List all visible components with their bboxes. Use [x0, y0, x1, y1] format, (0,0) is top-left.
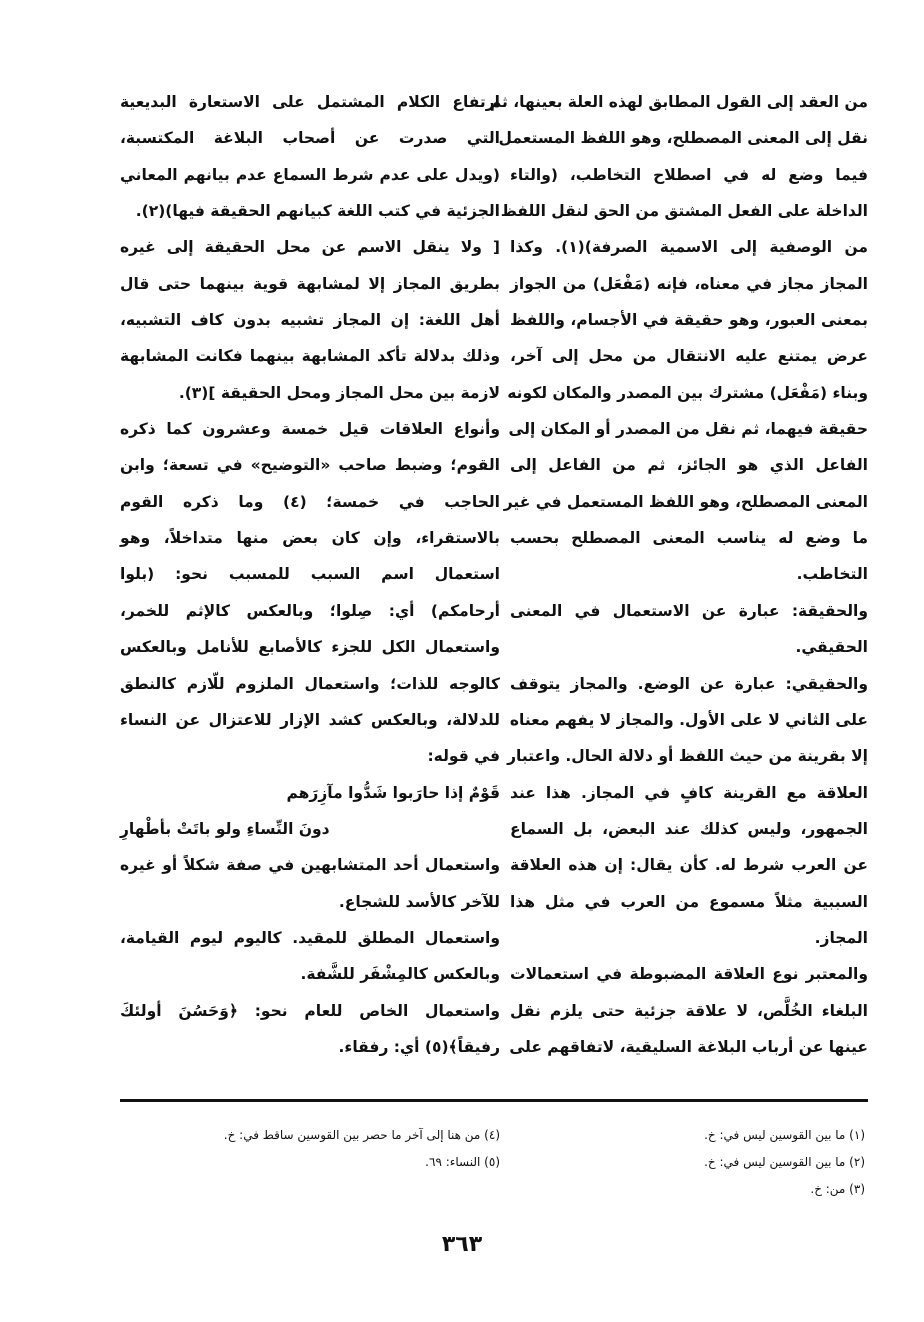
text-line: قَوْمٌ إذا حارَبوا شَدُّوا مآزِرَهم	[286, 783, 500, 802]
footnotes-left	[120, 1122, 500, 1176]
text-line: ما وضع له يناسب المعنى المصطلح بحسب	[510, 529, 868, 548]
footnote: (٤) من هنا إلى آخر ما حصر بين القوسين ساقط في: خ.	[223, 1128, 500, 1142]
text-line: بالاستقراء، وإن كان بعض منها متداخلاً، وهو	[120, 529, 500, 548]
text-line: نقل إلى المعنى المصطلح، وهو اللفظ المستعمل	[498, 129, 868, 148]
text-line: وبالعكس كالمِشْفَر للشَّفة.	[300, 965, 500, 984]
text-line: واستعمال أحد المتشابهين في صفة شكلاً أو غيره	[120, 856, 500, 875]
text-line: للآخر كالأسد للشجاع.	[338, 892, 500, 911]
text-line: القوم؛ وضبط صاحب «التوضيح» في تسعة؛ وابن	[120, 456, 500, 475]
text-line: بمعنى العبور، وهو حقيقة في الأجسام، واللفظ	[510, 311, 868, 330]
text-line: واستعمال المطلق للمقيد. كاليوم ليوم القيامة،	[120, 928, 500, 947]
text-line: العلاقة مع القرينة كافٍ في المجاز. هذا عند	[510, 783, 868, 802]
text-line: كالوجه للذات؛ واستعمال الملزوم للّازم كالنطق	[120, 674, 500, 693]
text-line: فيما وضع له في اصطلاح التخاطب، (والتاء	[510, 165, 868, 184]
text-line: بطريق المجاز إلا لمشابهة قوية بينهما حتى قال	[120, 274, 500, 293]
text-line: المعنى المصطلح، وهو اللفظ المستعمل في غير	[503, 492, 868, 511]
footnote: (٢) ما بين القوسين ليس في: خ.	[704, 1155, 865, 1169]
text-line: الجزئية في كتب اللغة كبيانهم الحقيقة فيها)(٢).	[135, 202, 500, 221]
text-line: للدلالة، وبالعكس كشد الإزار للاعتزال عن النساء	[120, 710, 500, 729]
text-line: والحقيقة: عبارة عن الاستعمال في المعنى	[510, 601, 868, 620]
text-line: حقيقة فيهما، ثم نقل من المصدر أو المكان إلى	[508, 420, 868, 439]
text-line: الحقيقي.	[795, 638, 868, 657]
footnote: (٣) من: خ.	[810, 1182, 865, 1196]
text-line: السببية مثلاً مسموع من العرب في مثل هذا	[510, 892, 868, 911]
text-line: واستعمال الخاص للعام نحو: ﴿وَحَسُنَ أولئكَ	[120, 1001, 500, 1020]
text-line: رفيقاً﴾(٥) أي: رفقاء.	[338, 1037, 500, 1056]
text-line: ارتفاع الكلام المشتمل على الاستعارة البديعية	[120, 93, 500, 111]
text-line: من العقد إلى القول المطابق لهذه العلة بعينها، ثم	[489, 93, 868, 111]
text-line: واستعمال الكل للجزء كالأصابع للأنامل وبالعكس	[120, 638, 500, 657]
text-line: أهل اللغة: إن المجاز تشبيه بدون كاف التشبيه،	[120, 311, 500, 330]
text-line: من الوصفية إلى الاسمية الصرفة)(١). وكذا	[510, 238, 868, 257]
text-line: (ويدل على عدم شرط السماع عدم بيانهم المعاني	[120, 165, 500, 184]
footnote: (١) ما بين القوسين ليس في: خ.	[704, 1128, 865, 1142]
text-line: [ ولا ينقل الاسم عن محل الحقيقة إلى غيره	[120, 238, 500, 257]
text-line: المجاز.	[814, 928, 868, 947]
text-column-left	[120, 84, 500, 1065]
text-line: أرحامكم) أي: صِلوا؛ وبالعكس كالإثم للخمر،	[120, 601, 500, 620]
footnote-divider	[120, 1099, 868, 1102]
text-column-right	[489, 84, 868, 1065]
text-line: التخاطب.	[796, 565, 868, 584]
text-line: في قوله:	[427, 747, 500, 766]
text-line: والمعتبر نوع العلاقة المضبوطة في استعمالات	[510, 965, 868, 984]
text-line: وذلك بدلالة تأكد المشابهة بينهما فكانت المشابهة	[120, 347, 500, 366]
text-line: استعمال اسم السبب للمسبب نحو: (بلوا	[120, 565, 500, 584]
text-line: وأنواع العلاقات قيل خمسة وعشرون كما ذكره	[120, 420, 500, 439]
text-line: الحاجب في خمسة؛ (٤) وما ذكره القوم	[120, 492, 500, 511]
text-line: لازمة بين محل المجاز ومحل الحقيقة ](٣).	[178, 383, 500, 402]
text-line: البلغاء الخُلَّص، لا علاقة جزئية حتى يلزم نقل	[510, 1001, 868, 1020]
text-line: الجمهور، وليس كذلك عند البعض، بل السماع	[510, 819, 868, 838]
page-number: ٣٦٣	[441, 1232, 483, 1257]
footnotes-right	[520, 1122, 865, 1203]
text-line: دونَ النِّساءِ ولو باتَتْ بأطْهارِ	[120, 819, 330, 838]
text-line: إلا بقرينة من حيث اللفظ أو دلالة الحال. واعتبار	[507, 747, 868, 766]
text-line: وبناء (مَفْعَل) مشترك بين المصدر والمكان لكونه	[507, 383, 868, 402]
text-line: على الثاني لا على الأول. والمجاز لا يفهم معناه	[509, 710, 868, 729]
text-line: عينها عن أرباب البلاغة السليقية، لاتفاقهم على	[509, 1037, 868, 1056]
text-line: الفاعل الذي هو الجائز، ثم من الفاعل إلى	[510, 456, 868, 475]
text-line: الداخلة على الفعل المشتق من الحق لنقل اللفظ	[500, 202, 868, 221]
text-line: والحقيقي: عبارة عن الوضع. والمجاز يتوقف	[510, 674, 868, 693]
text-line: التي صدرت عن أصحاب البلاغة المكتسبة،	[120, 129, 500, 148]
text-line: عرض يمتنع عليه الانتقال من محل إلى آخر،	[510, 347, 868, 366]
text-line: المجاز مجاز في معناه، فإنه (مَفْعَل) من الجواز	[510, 274, 868, 293]
text-line: عن العرب شرط له. كأن يقال: إن هذه العلاقة	[510, 856, 868, 875]
footnote: (٥) النساء: ٦٩.	[425, 1155, 500, 1169]
